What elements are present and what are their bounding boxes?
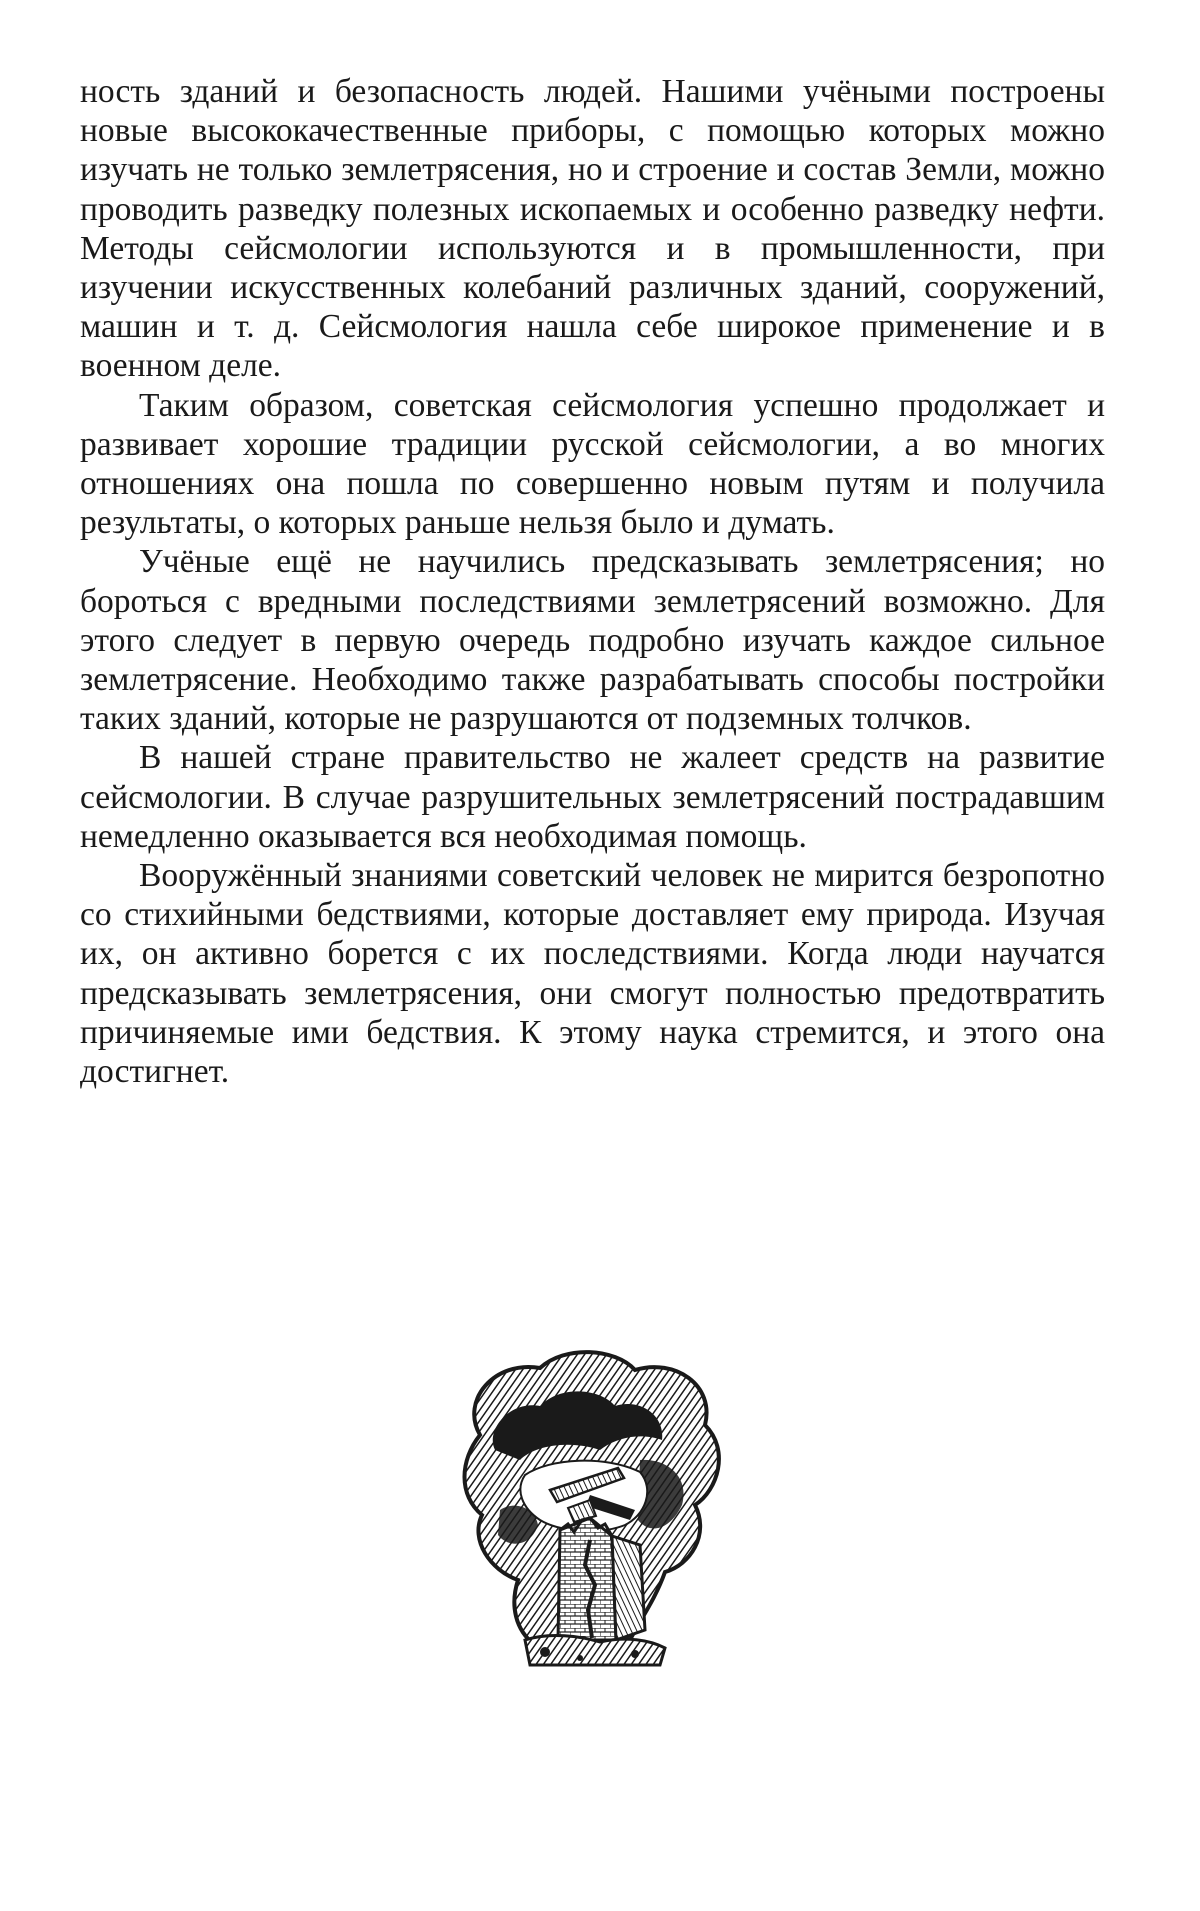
paragraph-conclusion: Вооружённый знаниями советский человек не мирится безропотно со стихийными бедствиями, которые доставляет ему природа. Изучая их, он активно борется с их последствиями. Когда люди научатся предсказывать землетрясения, они смогут полностью предотвратить причиняемые ими бедствия. К этому наука стремится, и этого она достигнет. [80,857,1105,1091]
vignette-ruined-building-icon [440,1340,740,1680]
paragraph-continued: ность зданий и безопасность людей. Нашими учёными построены новые высококачественные приборы, с помощью которых можно изучать не только землетрясения, но и строение и состав Земли, можно проводить разведку полезных ископаемых и особенно разведку нефти. Методы сейсмологии используются и в промышленности, при изучении искусственных колебаний различных зданий, сооружений, машин и т. д. Сейсмология нашла себе широкое применение и в военном деле. [80,73,1105,385]
paragraph-soviet-seismology: Таким образом, советская сейсмология успешно продолжает и развивает хорошие традиции русской сейсмологии, а во многих отношениях она пошла по совершенно новым путям и получила результаты, о которых раньше нельзя было и думать. [80,386,1105,542]
text-column [80,72,1105,1091]
paragraph-government: В нашей стране правительство не жалеет средств на развитие сейсмологии. В случае разрушительных землетрясений пострадавшим немедленно оказывается вся необходимая помощь. [80,739,1105,855]
paragraph-prediction: Учёные ещё не научились предсказывать землетрясения; но бороться с вредными последствиями землетрясений возможно. Для этого следует в первую очередь подробно изучать каждое сильное землетрясение. Необходимо также разрабатывать способы постройки таких зданий, которые не разрушаются от подземных толчков. [80,543,1105,738]
